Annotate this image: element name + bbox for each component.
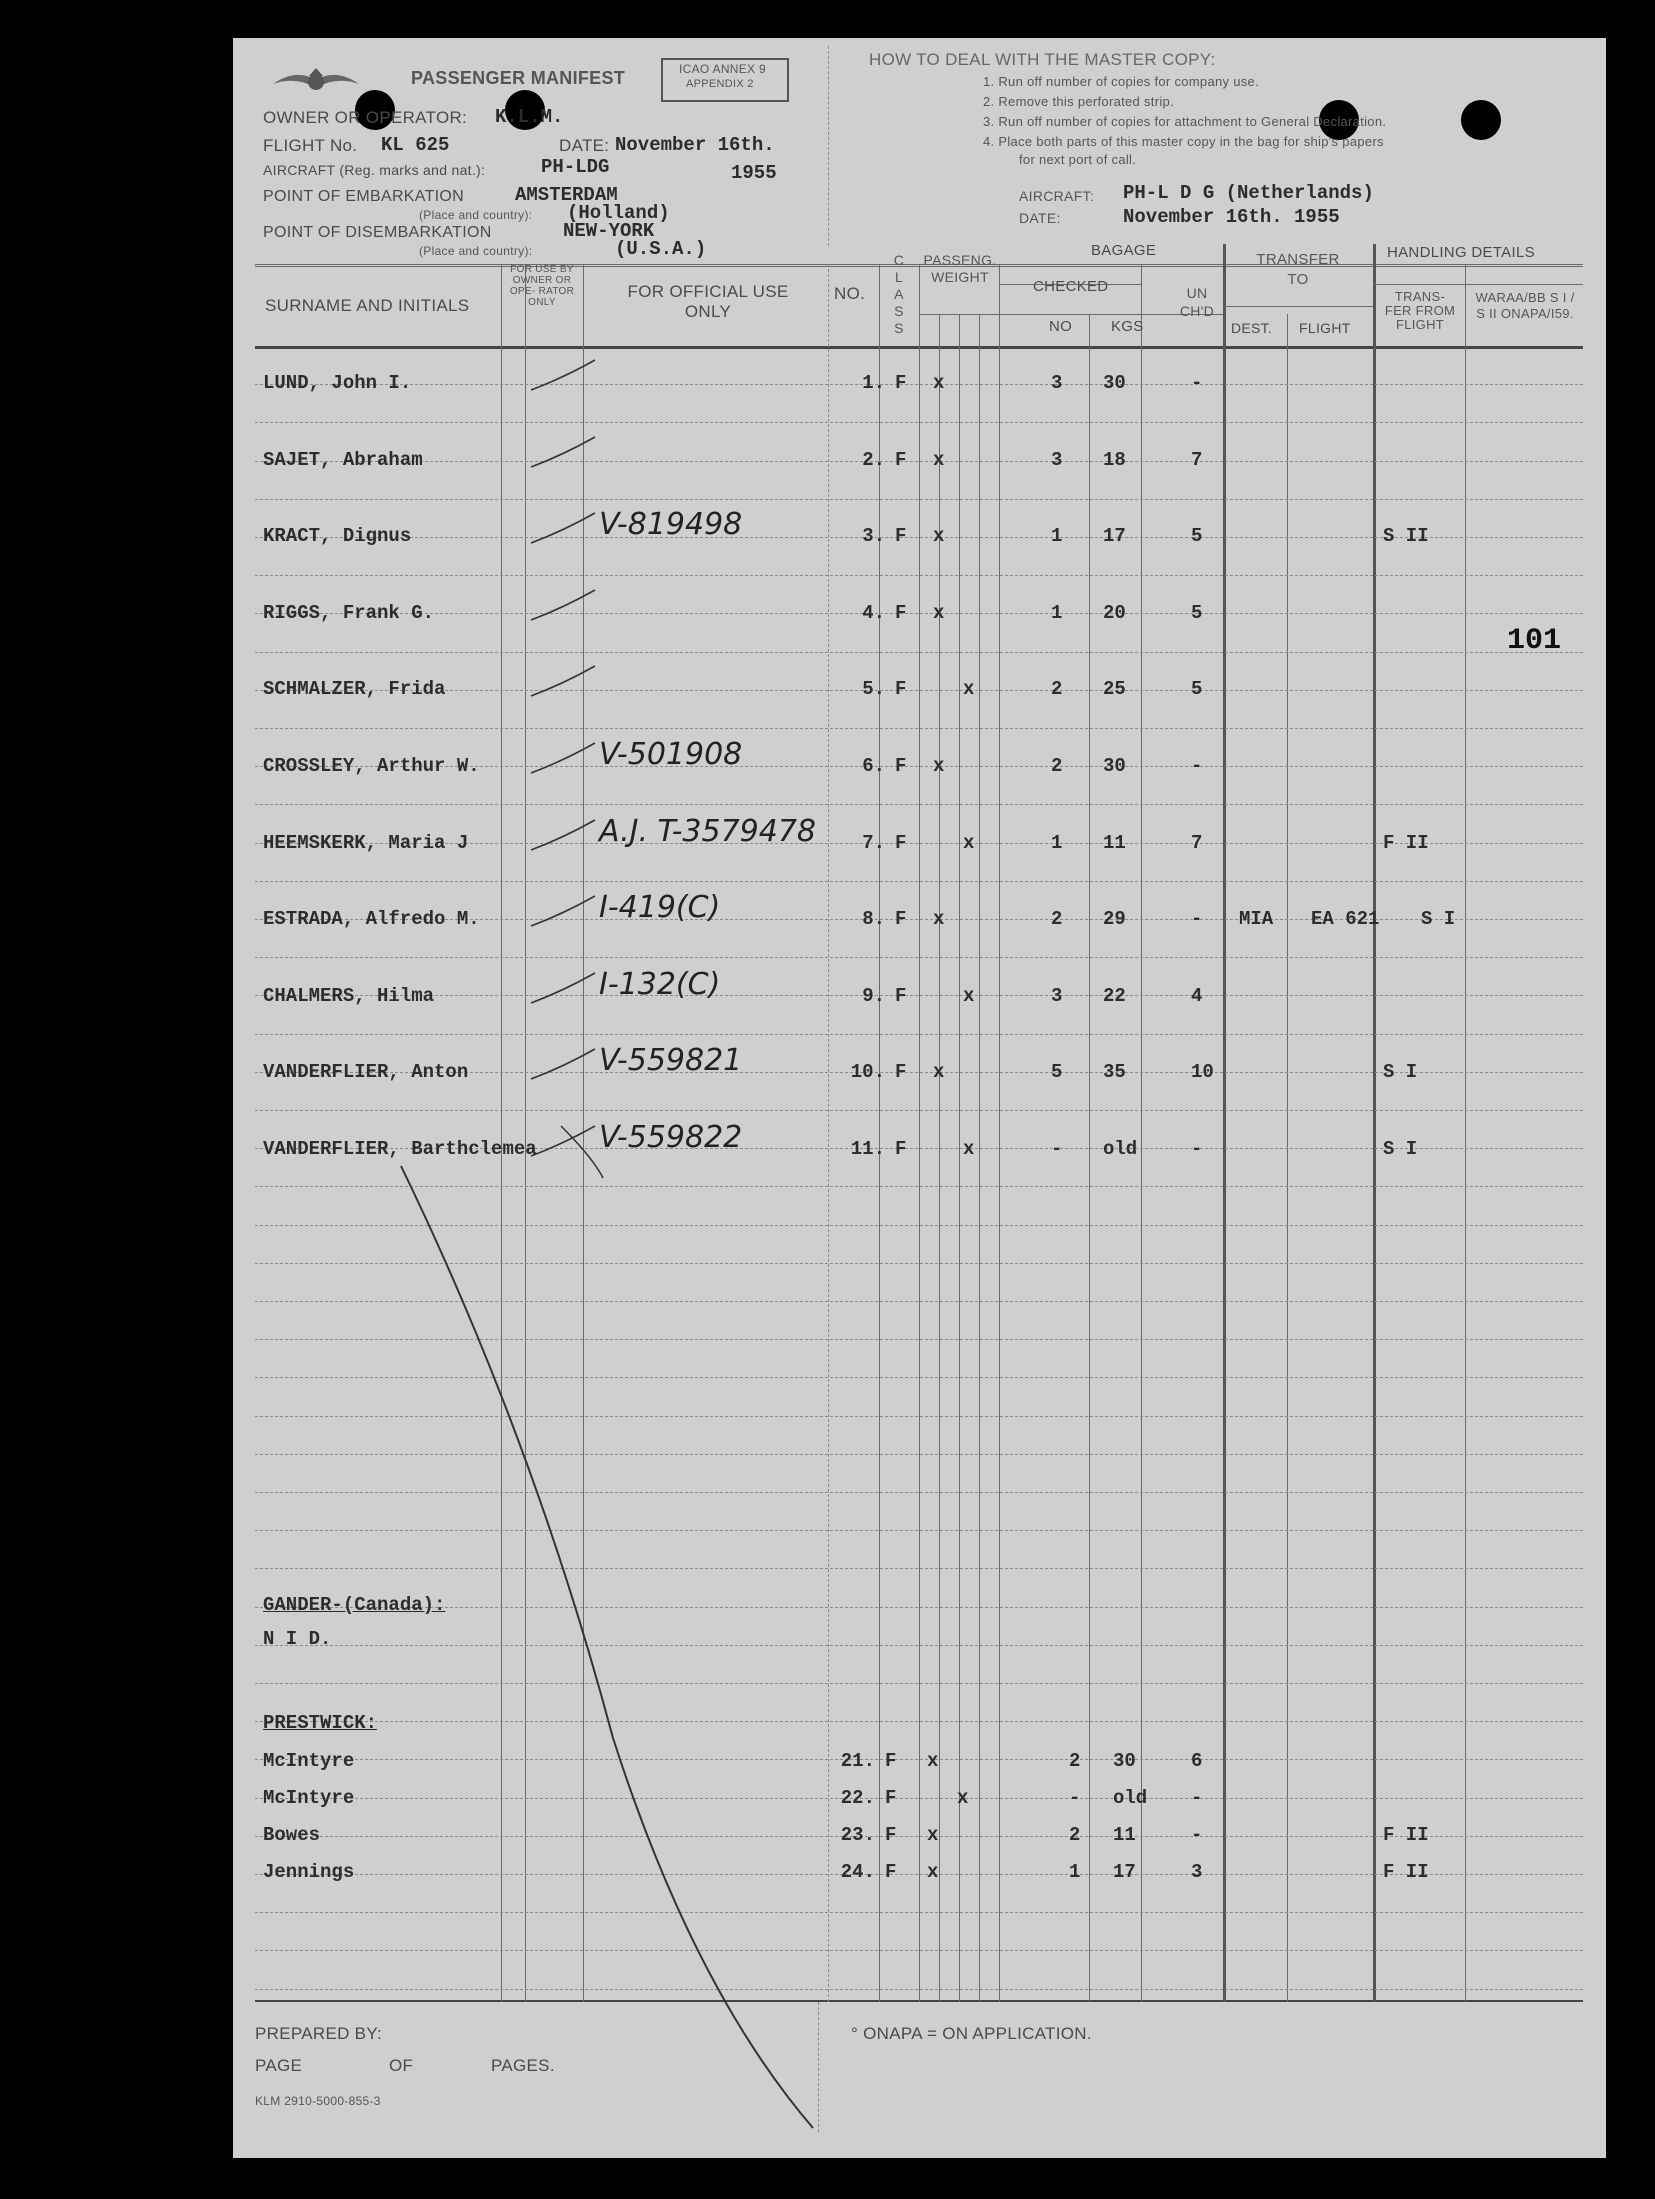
- handling-detail: S I: [1383, 1061, 1418, 1083]
- page-number: 101: [1507, 624, 1562, 658]
- manifest-sheet: [233, 38, 1606, 2158]
- baggage-count: 3: [1051, 372, 1063, 394]
- col-surname: SURNAME AND INITIALS: [265, 296, 470, 315]
- baggage-count: 3: [1051, 985, 1063, 1007]
- baggage-unchecked: 7: [1191, 449, 1203, 471]
- col-transfer: TRANSFER TO: [1256, 251, 1340, 288]
- official-use-entry: A.J. T-3579478: [599, 814, 817, 849]
- prestwick-kgs: 17: [1113, 1861, 1136, 1883]
- passenger-class: F: [895, 985, 907, 1007]
- transfer-dest: MIA: [1239, 908, 1274, 930]
- prepared-by: PREPARED BY:: [255, 2024, 383, 2043]
- col-checked: CHECKED: [1033, 278, 1109, 295]
- col-waraa: WARAA/BB S I / S II ONAPA/I59.: [1475, 290, 1575, 321]
- passenger-class: F: [895, 602, 907, 624]
- prestwick-name: Jennings: [263, 1861, 355, 1883]
- passenger-class: F: [895, 1138, 907, 1160]
- passenger-class: F: [895, 755, 907, 777]
- passenger-name: ESTRADA, Alfredo M.: [263, 908, 480, 930]
- prestwick-weight-mark: x: [927, 1824, 939, 1846]
- baggage-kgs: 35: [1103, 1061, 1126, 1083]
- baggage-count: 1: [1051, 602, 1063, 624]
- prestwick-no: 22.: [840, 1787, 875, 1809]
- prestwick-name: Bowes: [263, 1824, 321, 1846]
- passenger-name: RIGGS, Frank G.: [263, 602, 435, 624]
- baggage-kgs: 30: [1103, 372, 1126, 394]
- passenger-weight-mark: x: [933, 525, 945, 547]
- prestwick-weight-mark: x: [927, 1861, 939, 1883]
- prestwick-name: McIntyre: [263, 1750, 355, 1772]
- passenger-no: 8.: [862, 908, 885, 930]
- embark-sub: (Place and country):: [419, 208, 533, 222]
- instr-aircraft-value: PH-L D G (Netherlands): [1123, 182, 1374, 204]
- owner-value: K.L.M.: [495, 106, 564, 128]
- embark-label: POINT OF EMBARKATION: [263, 188, 464, 205]
- prestwick-class: F: [885, 1750, 897, 1772]
- form-code: KLM 2910-5000-855-3: [255, 2094, 381, 2108]
- passenger-name: SAJET, Abraham: [263, 449, 423, 471]
- col-unchd: UN CH'D: [1179, 285, 1215, 319]
- baggage-count: 1: [1051, 525, 1063, 547]
- baggage-unchecked: -: [1191, 372, 1203, 394]
- aircraft-label: AIRCRAFT (Reg. marks and nat.):: [263, 162, 486, 178]
- instruction-item: 2. Remove this perforated strip.: [983, 94, 1174, 109]
- instruction-item: 1. Run off number of copies for company use.: [983, 74, 1259, 89]
- passenger-no: 11.: [850, 1138, 885, 1160]
- prestwick-kgs: 30: [1113, 1750, 1136, 1772]
- passenger-weight-mark: x: [933, 449, 945, 471]
- col-flight: FLIGHT: [1299, 320, 1351, 336]
- passenger-class: F: [895, 908, 907, 930]
- passenger-no: 1.: [862, 372, 885, 394]
- baggage-unchecked: 5: [1191, 602, 1203, 624]
- onapa-note: ° ONAPA = ON APPLICATION.: [851, 2024, 1092, 2043]
- pencil-mark: [233, 38, 1606, 2158]
- passenger-weight-mark: x: [963, 1138, 975, 1160]
- passenger-name: VANDERFLIER, Barthclemea: [263, 1138, 537, 1160]
- baggage-count: 2: [1051, 908, 1063, 930]
- gander-title: GANDER-(Canada):: [263, 1594, 446, 1616]
- passenger-weight-mark: x: [963, 832, 975, 854]
- baggage-kgs: 18: [1103, 449, 1126, 471]
- passenger-class: F: [895, 1061, 907, 1083]
- passenger-weight-mark: x: [933, 1061, 945, 1083]
- passenger-no: 5.: [862, 678, 885, 700]
- official-use-entry: I-132(C): [599, 967, 721, 1002]
- passenger-no: 6.: [862, 755, 885, 777]
- passenger-no: 10.: [850, 1061, 885, 1083]
- baggage-unchecked: -: [1191, 755, 1203, 777]
- prestwick-unchd: 6: [1191, 1750, 1203, 1772]
- official-use-entry: V-501908: [599, 737, 743, 772]
- instr-date-value: November 16th. 1955: [1123, 206, 1340, 228]
- manifest-title: PASSENGER MANIFEST: [411, 68, 626, 88]
- official-use-entry: I-419(C): [599, 890, 721, 925]
- prestwick-no: 24.: [840, 1861, 875, 1883]
- prestwick-no: 21.: [840, 1750, 875, 1772]
- flight-value: KL 625: [381, 134, 450, 156]
- baggage-count: 2: [1051, 755, 1063, 777]
- prestwick-bag: 1: [1069, 1861, 1081, 1883]
- date-value: November 16th.: [615, 134, 775, 156]
- prestwick-kgs: old: [1113, 1787, 1148, 1809]
- prestwick-unchd: 3: [1191, 1861, 1203, 1883]
- instruction-item: for next port of call.: [1019, 152, 1137, 167]
- of-label: OF: [389, 2056, 414, 2075]
- gander-value: N I D.: [263, 1628, 332, 1650]
- baggage-count: 5: [1051, 1061, 1063, 1083]
- disembark-label: POINT OF DISEMBARKATION: [263, 224, 492, 241]
- annex-line1: ICAO ANNEX 9: [679, 62, 766, 76]
- passenger-weight-mark: x: [963, 985, 975, 1007]
- passenger-class: F: [895, 832, 907, 854]
- passenger-name: LUND, John I.: [263, 372, 412, 394]
- passenger-no: 7.: [862, 832, 885, 854]
- annex-line2: APPENDIX 2: [686, 78, 754, 90]
- prestwick-class: F: [885, 1824, 897, 1846]
- passenger-no: 3.: [862, 525, 885, 547]
- handling-detail: F II: [1383, 832, 1429, 854]
- passenger-name: CROSSLEY, Arthur W.: [263, 755, 480, 777]
- official-use-entry: V-559821: [599, 1043, 743, 1078]
- col-handling: HANDLING DETAILS: [1387, 244, 1535, 261]
- official-use-entry: V-819498: [599, 507, 743, 542]
- instruction-item: 4. Place both parts of this master copy in the bag for ship's papers: [983, 134, 1384, 149]
- col-no: NO.: [834, 284, 866, 303]
- disembark-country: (U.S.A.): [615, 238, 707, 260]
- prestwick-weight-mark: x: [927, 1750, 939, 1772]
- prestwick-bag: -: [1069, 1787, 1081, 1809]
- baggage-kgs: 25: [1103, 678, 1126, 700]
- passenger-weight-mark: x: [963, 678, 975, 700]
- baggage-kgs: 29: [1103, 908, 1126, 930]
- col-official-use: FOR OFFICIAL USE ONLY: [627, 282, 789, 321]
- prestwick-handling: F II: [1383, 1861, 1429, 1883]
- date-label: DATE:: [559, 136, 610, 155]
- perforation-line: [818, 2002, 819, 2132]
- col-bag-no: NO: [1049, 318, 1073, 335]
- disembark-value: NEW-YORK: [563, 220, 655, 242]
- aircraft-value: PH-LDG: [541, 156, 610, 178]
- baggage-count: 3: [1051, 449, 1063, 471]
- year-value: 1955: [731, 162, 777, 184]
- page-label: PAGE: [255, 2056, 303, 2075]
- col-trans-from: TRANS- FER FROM FLIGHT: [1384, 289, 1456, 332]
- col-baggage: BAGAGE: [1091, 242, 1157, 259]
- baggage-kgs: 20: [1103, 602, 1126, 624]
- baggage-kgs: 11: [1103, 832, 1126, 854]
- baggage-unchecked: 5: [1191, 678, 1203, 700]
- handling-detail: S II: [1383, 525, 1429, 547]
- prestwick-name: McIntyre: [263, 1787, 355, 1809]
- prestwick-unchd: -: [1191, 1787, 1203, 1809]
- passenger-name: SCHMALZER, Frida: [263, 678, 446, 700]
- prestwick-class: F: [885, 1861, 897, 1883]
- baggage-kgs: 30: [1103, 755, 1126, 777]
- passenger-no: 2.: [862, 449, 885, 471]
- prestwick-bag: 2: [1069, 1750, 1081, 1772]
- col-kgs: KGS: [1111, 318, 1144, 335]
- instructions-title: HOW TO DEAL WITH THE MASTER COPY:: [869, 50, 1216, 69]
- col-owner-use: FOR USE BY OWNER OR OPE- RATOR ONLY: [509, 264, 575, 308]
- passenger-class: F: [895, 678, 907, 700]
- flight-label: FLIGHT No.: [263, 136, 358, 155]
- prestwick-bag: 2: [1069, 1824, 1081, 1846]
- baggage-kgs: old: [1103, 1138, 1138, 1160]
- prestwick-no: 23.: [840, 1824, 875, 1846]
- transfer-flight: EA 621: [1311, 908, 1380, 930]
- prestwick-handling: F II: [1383, 1824, 1429, 1846]
- passenger-weight-mark: x: [933, 602, 945, 624]
- official-use-entry: V-559822: [599, 1120, 743, 1155]
- col-weight: PASSENG. WEIGHT: [923, 252, 997, 285]
- prestwick-weight-mark: x: [957, 1787, 969, 1809]
- passenger-name: CHALMERS, Hilma: [263, 985, 435, 1007]
- passenger-name: VANDERFLIER, Anton: [263, 1061, 469, 1083]
- col-dest: DEST.: [1231, 320, 1273, 336]
- prestwick-unchd: -: [1191, 1824, 1203, 1846]
- baggage-unchecked: 10: [1191, 1061, 1214, 1083]
- passenger-weight-mark: x: [933, 372, 945, 394]
- prestwick-kgs: 11: [1113, 1824, 1136, 1846]
- instruction-item: 3. Run off number of copies for attachment to General Declaration.: [983, 114, 1387, 129]
- prestwick-title: PRESTWICK:: [263, 1712, 378, 1734]
- passenger-class: F: [895, 372, 907, 394]
- disembark-sub: (Place and country):: [419, 244, 533, 258]
- passenger-name: HEEMSKERK, Maria J: [263, 832, 469, 854]
- passenger-class: F: [895, 449, 907, 471]
- baggage-kgs: 17: [1103, 525, 1126, 547]
- instr-aircraft-label: AIRCRAFT:: [1019, 188, 1095, 204]
- passenger-no: 4.: [862, 602, 885, 624]
- baggage-unchecked: 7: [1191, 832, 1203, 854]
- baggage-unchecked: 5: [1191, 525, 1203, 547]
- baggage-unchecked: -: [1191, 1138, 1203, 1160]
- passenger-weight-mark: x: [933, 755, 945, 777]
- handling-detail: S I: [1421, 908, 1456, 930]
- passenger-class: F: [895, 525, 907, 547]
- baggage-unchecked: 4: [1191, 985, 1203, 1007]
- embark-country: (Holland): [567, 202, 670, 224]
- passenger-no: 9.: [862, 985, 885, 1007]
- baggage-count: 2: [1051, 678, 1063, 700]
- prestwick-class: F: [885, 1787, 897, 1809]
- passenger-weight-mark: x: [933, 908, 945, 930]
- baggage-unchecked: -: [1191, 908, 1203, 930]
- passenger-name: KRACT, Dignus: [263, 525, 412, 547]
- embark-value: AMSTERDAM: [515, 184, 618, 206]
- instr-date-label: DATE:: [1019, 210, 1061, 226]
- baggage-count: -: [1051, 1138, 1063, 1160]
- handling-detail: S I: [1383, 1138, 1418, 1160]
- pages-label: PAGES.: [491, 2056, 555, 2075]
- baggage-kgs: 22: [1103, 985, 1126, 1007]
- col-class: C L A S S: [893, 252, 905, 336]
- owner-label: OWNER OR OPERATOR:: [263, 108, 468, 127]
- baggage-count: 1: [1051, 832, 1063, 854]
